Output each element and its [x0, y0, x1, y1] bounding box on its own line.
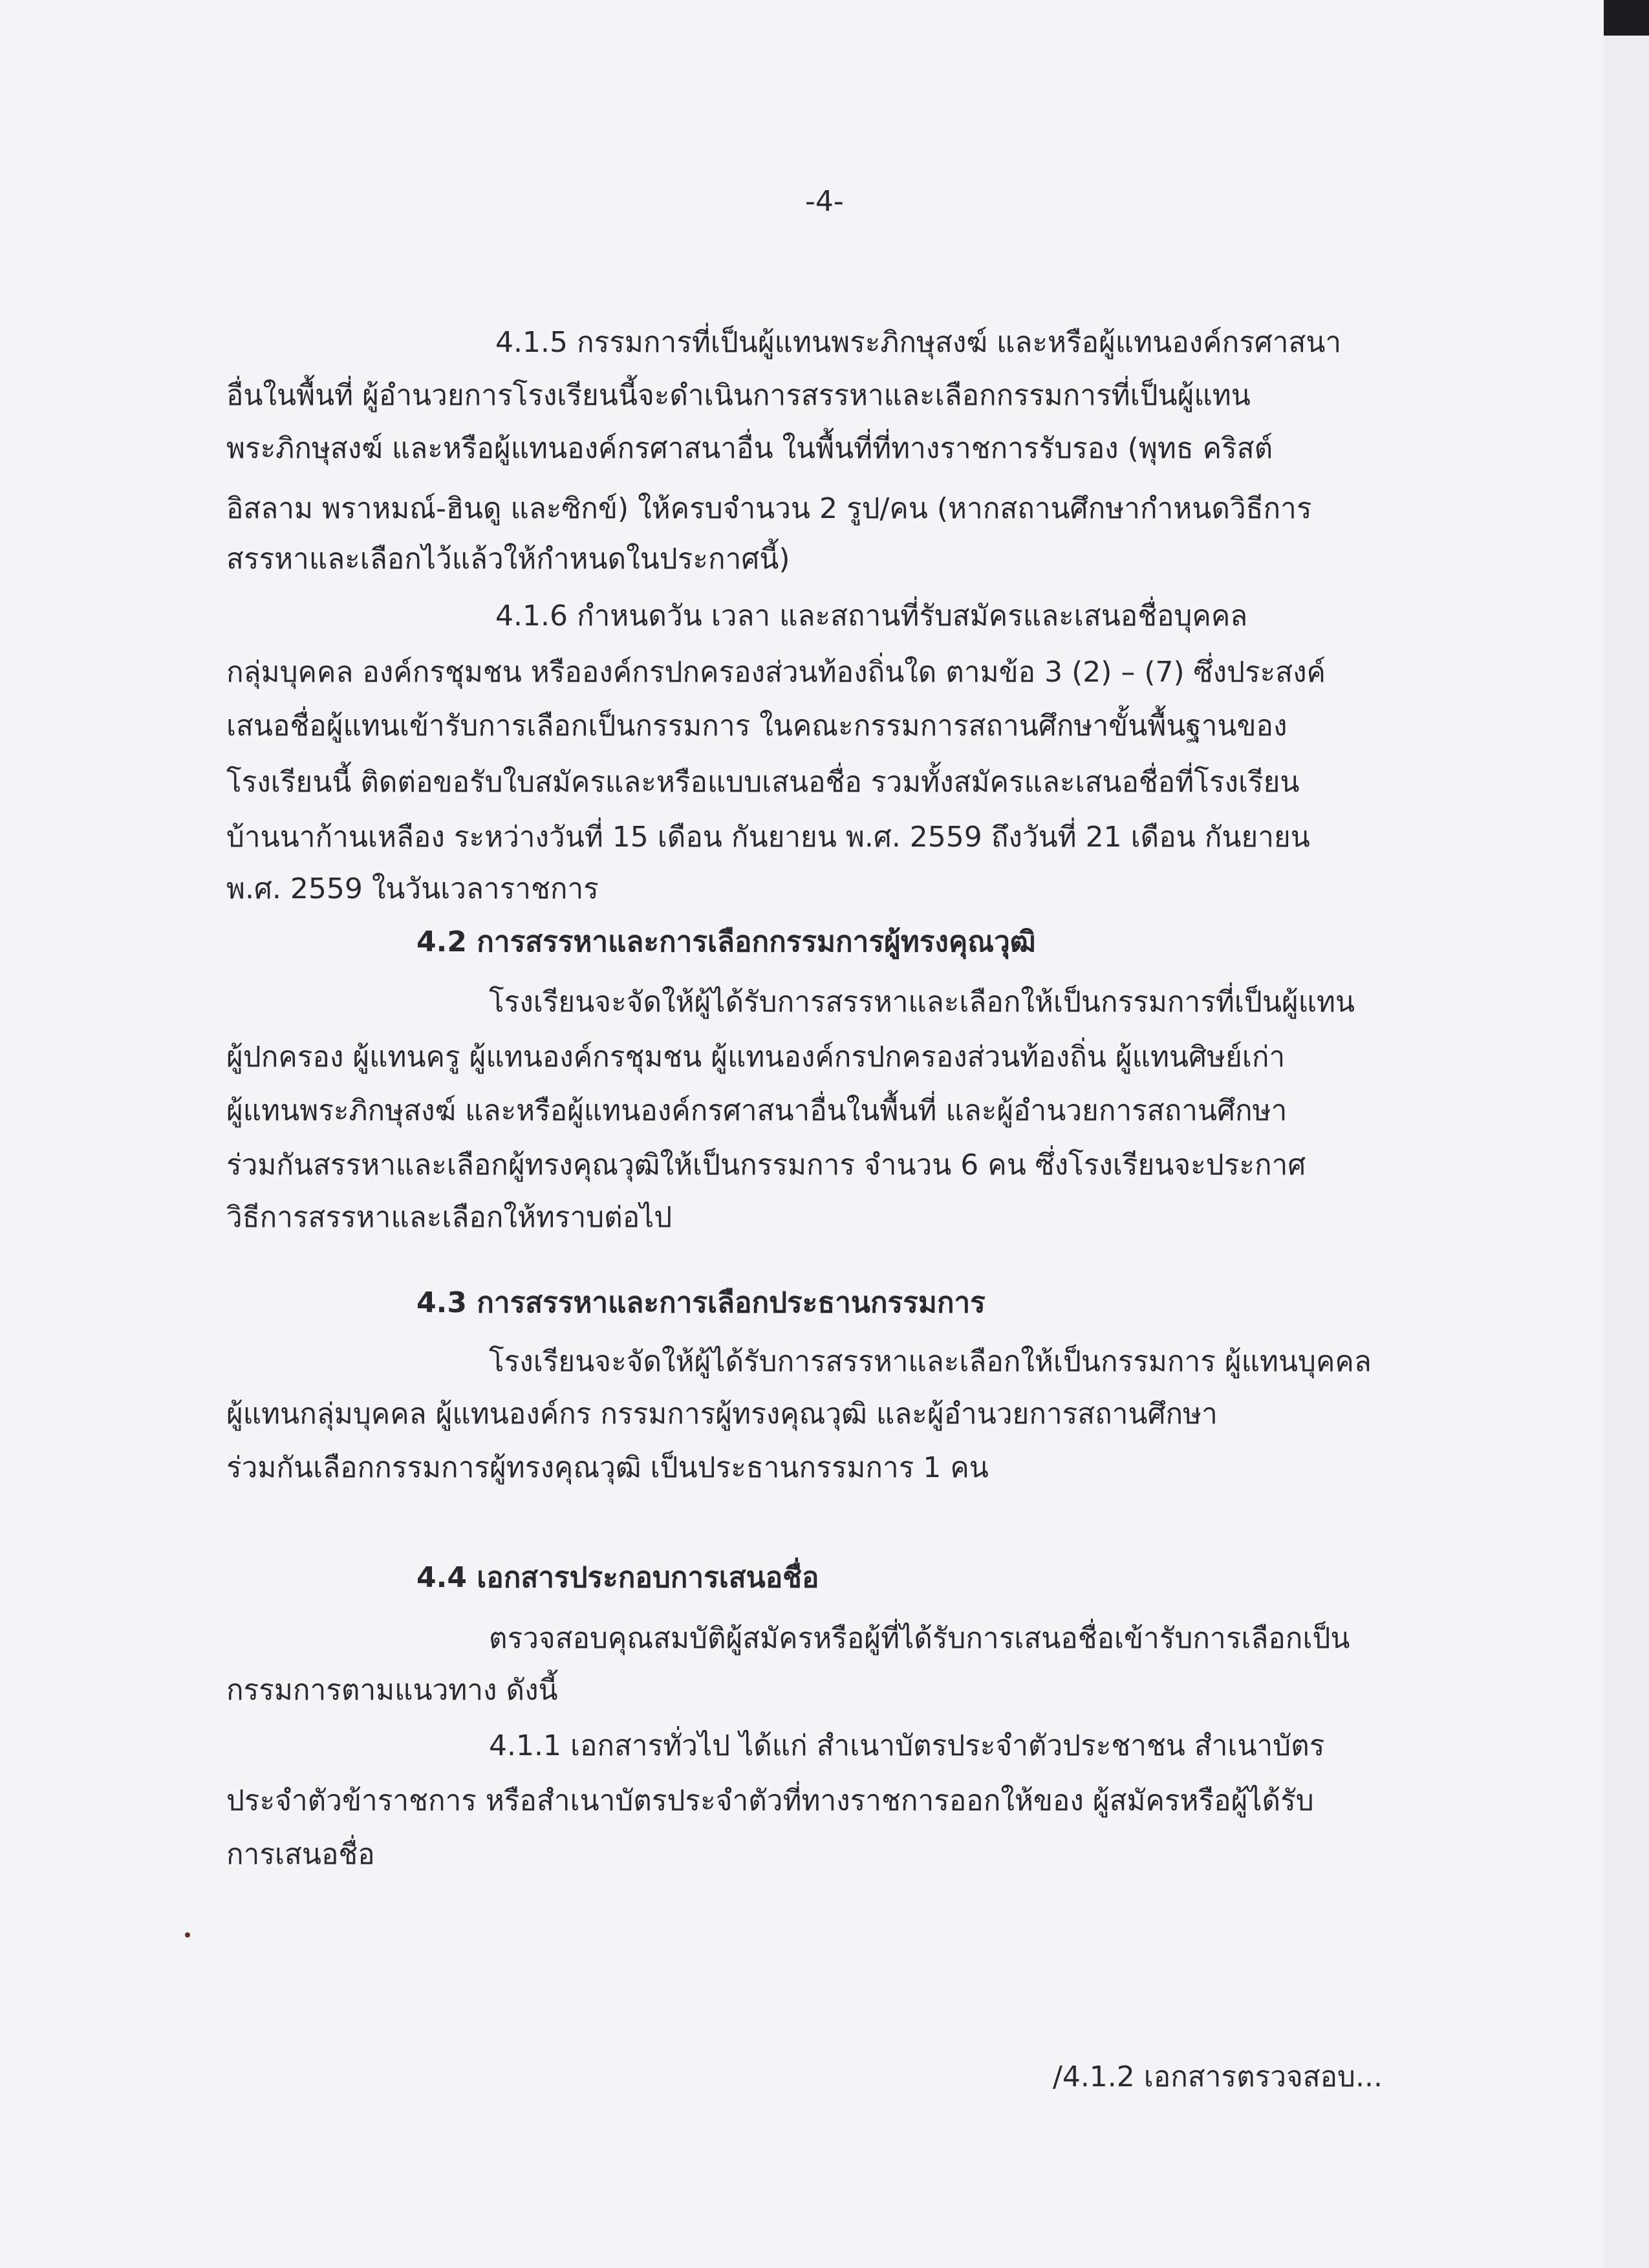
text-line: วิธีการสรรหาและเลือกให้ทราบต่อไป [226, 1201, 673, 1234]
section-heading-4-4: 4.4 เอกสารประกอบการเสนอชื่อ [416, 1561, 819, 1594]
text-line: สรรหาและเลือกไว้แล้วให้กำหนดในประกาศนี้) [226, 543, 790, 576]
text-line: ร่วมกันสรรหาและเลือกผู้ทรงคุณวุฒิให้เป็นกรรมการ จำนวน 6 คน ซึ่งโรงเรียนจะประกาศ [226, 1149, 1306, 1182]
text-line: ประจำตัวข้าราชการ หรือสำเนาบัตรประจำตัวที่ทางราชการออกให้ของ ผู้สมัครหรือผู้ได้รับ [226, 1784, 1314, 1817]
text-line: ร่วมกันเลือกกรรมการผู้ทรงคุณวุฒิ เป็นประธานกรรมการ 1 คน [226, 1451, 989, 1484]
text-line: โรงเรียนจะจัดให้ผู้ได้รับการสรรหาและเลือกให้เป็นกรรมการที่เป็นผู้แทน [489, 986, 1355, 1019]
scan-corner-shadow [1604, 0, 1649, 36]
text-line: ผู้แทนกลุ่มบุคคล ผู้แทนองค์กร กรรมการผู้ทรงคุณวุฒิ และผู้อำนวยการสถานศึกษา [226, 1398, 1218, 1431]
continuation-note: /4.1.2 เอกสารตรวจสอบ... [1053, 2060, 1383, 2093]
text-line: พ.ศ. 2559 ในวันเวลาราชการ [226, 872, 599, 905]
section-heading-4-2: 4.2 การสรรหาและการเลือกกรรมการผู้ทรงคุณวุฒิ [416, 925, 1036, 958]
text-line: อื่นในพื้นที่ ผู้อำนวยการโรงเรียนนี้จะดำเนินการสรรหาและเลือกกรรมการที่เป็นผู้แทน [226, 379, 1251, 412]
text-line: 4.1.1 เอกสารทั่วไป ได้แก่ สำเนาบัตรประจำตัวประชาชน สำเนาบัตร [489, 1729, 1325, 1762]
page-number: -4- [805, 185, 844, 218]
text-line: กรรมการตามแนวทาง ดังนี้ [226, 1674, 558, 1707]
text-line: โรงเรียนจะจัดให้ผู้ได้รับการสรรหาและเลือกให้เป็นกรรมการ ผู้แทนบุคคล [489, 1345, 1372, 1378]
text-line: 4.1.5 กรรมการที่เป็นผู้แทนพระภิกษุสงฆ์ และหรือผู้แทนองค์กรศาสนา [495, 326, 1342, 359]
text-line: โรงเรียนนี้ ติดต่อขอรับใบสมัครและหรือแบบเสนอชื่อ รวมทั้งสมัครและเสนอชื่อที่โรงเรียน [226, 766, 1300, 799]
text-line: กลุ่มบุคคล องค์กรชุมชน หรือองค์กรปกครองส่วนท้องถิ่นใด ตามข้อ 3 (2) – (7) ซึ่งประสงค์ [226, 656, 1326, 689]
text-line: การเสนอชื่อ [226, 1838, 375, 1871]
scan-edge [1604, 0, 1649, 2268]
text-line: เสนอชื่อผู้แทนเข้ารับการเลือกเป็นกรรมการ ในคณะกรรมการสถานศึกษาขั้นพื้นฐานของ [226, 709, 1288, 742]
ink-speck [185, 1932, 190, 1938]
text-line: ผู้ปกครอง ผู้แทนครู ผู้แทนองค์กรชุมชน ผู้แทนองค์กรปกครองส่วนท้องถิ่น ผู้แทนศิษย์เก่า [226, 1041, 1286, 1074]
text-line: ผู้แทนพระภิกษุสงฆ์ และหรือผู้แทนองค์กรศาสนาอื่นในพื้นที่ และผู้อำนวยการสถานศึกษา [226, 1094, 1288, 1127]
text-line: อิสลาม พราหมณ์-ฮินดู และซิกข์) ให้ครบจำนวน 2 รูป/คน (หากสถานศึกษากำหนดวิธีการ [226, 492, 1312, 525]
section-heading-4-3: 4.3 การสรรหาและการเลือกประธานกรรมการ [416, 1286, 986, 1319]
text-line: ตรวจสอบคุณสมบัติผู้สมัครหรือผู้ที่ได้รับการเสนอชื่อเข้ารับการเลือกเป็น [489, 1622, 1350, 1655]
text-line: พระภิกษุสงฆ์ และหรือผู้แทนองค์กรศาสนาอื่น ในพื้นที่ที่ทางราชการรับรอง (พุทธ คริสต์ [226, 432, 1273, 465]
text-line: 4.1.6 กำหนดวัน เวลา และสถานที่รับสมัครและเสนอชื่อบุคคล [495, 599, 1248, 632]
text-line: บ้านนาก้านเหลือง ระหว่างวันที่ 15 เดือน กันยายน พ.ศ. 2559 ถึงวันที่ 21 เดือน กันยายน [226, 821, 1310, 854]
